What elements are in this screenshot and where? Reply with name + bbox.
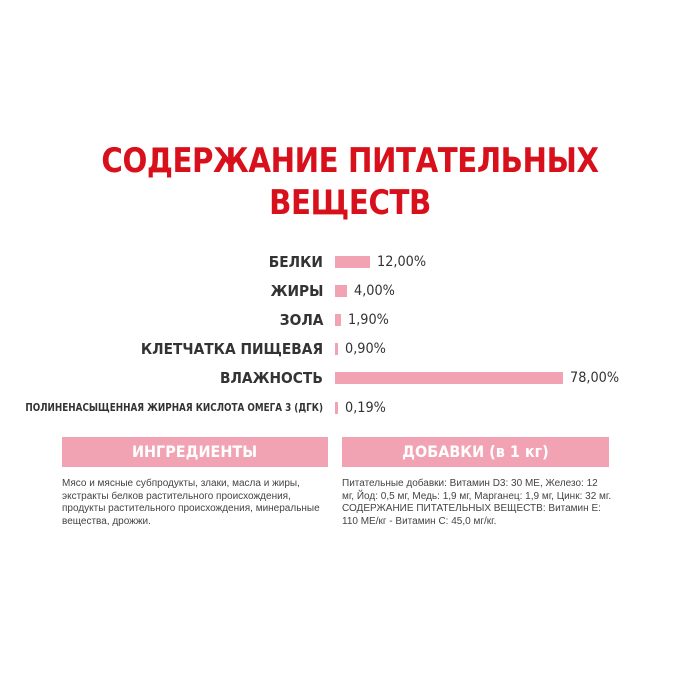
nutrient-bar [335, 285, 347, 297]
nutrient-bar [335, 402, 338, 414]
nutrient-value: 4,00% [353, 283, 395, 299]
nutrient-label: ЗОЛА [279, 311, 323, 329]
nutrient-value: 78,00% [570, 370, 620, 386]
additives-text: Питательные добавки: Витамин D3: 30 МЕ, Железо: 12 мг, Йод: 0,5 мг, Медь: 1,9 мг, Марганец: 1,9 мг, Цинк: 32 мг. СОДЕРЖАНИЕ ПИТАТЕЛЬНЫХ ВЕЩЕСТВ: Витамин Е: 110 МЕ/кг - Витамин С: 45,0 мг/кг. [342, 478, 612, 527]
nutrient-row [0, 251, 700, 273]
nutrient-value: 0,19% [344, 400, 386, 416]
nutrient-value: 0,90% [344, 341, 386, 357]
nutrient-bar [335, 343, 338, 355]
nutrient-row [0, 367, 700, 389]
nutrient-value: 1,90% [347, 312, 389, 328]
nutrient-value: 12,00% [377, 254, 427, 270]
nutrient-row [0, 309, 700, 331]
ingredients-header: ИНГРЕДИЕНТЫ [62, 437, 328, 467]
nutrient-row [0, 280, 700, 302]
additives-header: ДОБАВКИ (в 1 кг) [342, 437, 609, 467]
nutrient-label: БЕЛКИ [268, 253, 323, 271]
nutrient-label: ПОЛИНЕНАСЫЩЕННАЯ ЖИРНАЯ КИСЛОТА ОМЕГА 3 (ДГК) [25, 401, 323, 414]
nutrient-bar [335, 256, 370, 268]
title-line-1: СОДЕРЖАНИЕ ПИТАТЕЛЬНЫХ [101, 141, 599, 181]
ingredients-text: Мясо и мясные субпродукты, злаки, масла и жиры, экстракты белков растительного происхождения, продукты растительного происхождения, минеральные вещества, дрожжи. [62, 478, 320, 527]
nutrient-label: ВЛАЖНОСТЬ [220, 369, 323, 387]
nutrient-bar [335, 314, 341, 326]
nutrient-row [0, 397, 700, 419]
nutrient-label: ЖИРЫ [270, 282, 323, 300]
title-line-2: ВЕЩЕСТВ [269, 183, 431, 223]
nutrient-row [0, 338, 700, 360]
nutrient-bar [335, 372, 563, 384]
nutrient-label: КЛЕТЧАТКА ПИЩЕВАЯ [140, 340, 323, 358]
